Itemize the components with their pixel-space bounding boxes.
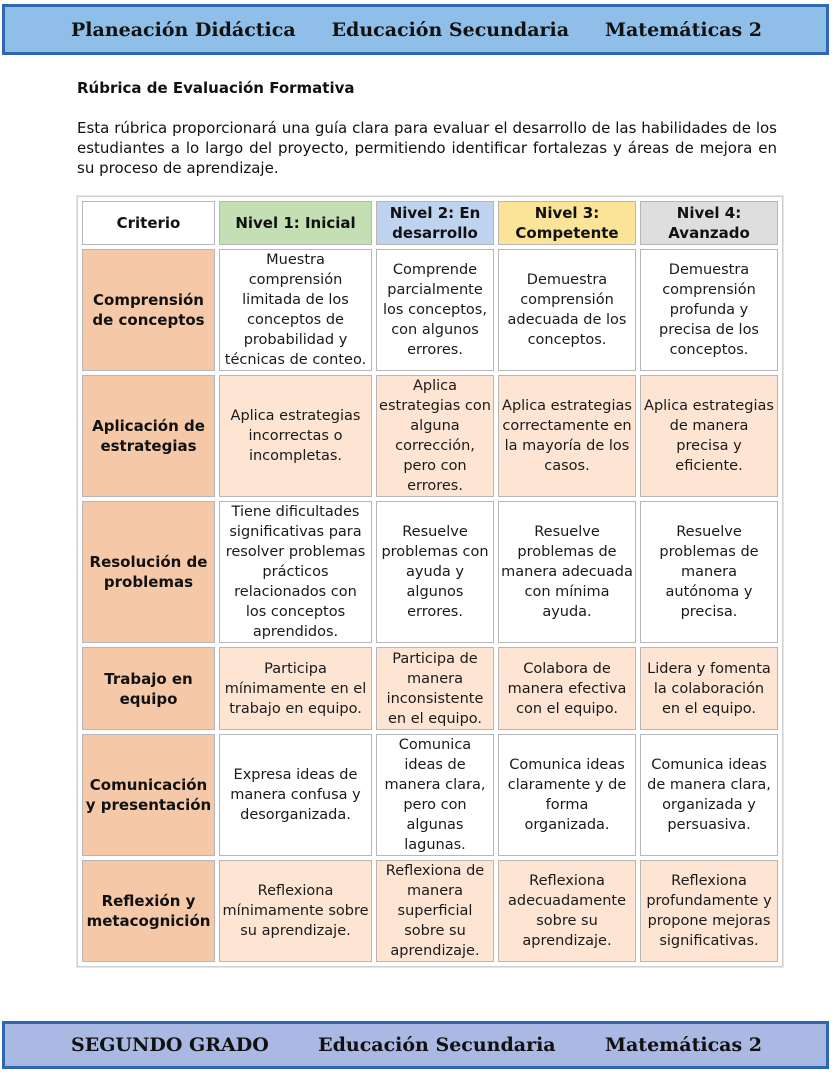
column-header-nivel-3: Nivel 3: Competente [498, 201, 636, 245]
table-cell: Comunica ideas claramente y de forma organizada. [498, 734, 636, 856]
table-cell: Participa de manera inconsistente en el equipo. [376, 647, 494, 730]
table-cell: Expresa ideas de manera confusa y desorganizada. [219, 734, 372, 856]
table-cell: Aplica estrategias correctamente en la mayoría de los casos. [498, 375, 636, 497]
criterion-cell: Aplicación de estrategias [82, 375, 215, 497]
table-cell: Participa mínimamente en el trabajo en equipo. [219, 647, 372, 730]
table-cell: Comprende parcialmente los conceptos, con algunos errores. [376, 249, 494, 371]
table-cell: Aplica estrategias con alguna corrección, pero con errores. [376, 375, 494, 497]
column-header-criterio: Criterio [82, 201, 215, 245]
column-header-nivel-1: Nivel 1: Inicial [219, 201, 372, 245]
page-footer [2, 1021, 829, 1069]
table-cell: Resuelve problemas de manera autónoma y precisa. [640, 501, 778, 643]
footer-center: Educación Secundaria [318, 1034, 556, 1056]
table-cell: Comunica ideas de manera clara, pero con algunas lagunas. [376, 734, 494, 856]
table-row [82, 734, 778, 856]
criterion-cell: Reflexión y metacognición [82, 860, 215, 962]
criterion-cell: Comprensión de conceptos [82, 249, 215, 371]
table-row [82, 375, 778, 497]
table-cell: Reflexiona profundamente y propone mejoras significativas. [640, 860, 778, 962]
table-cell: Aplica estrategias de manera precisa y eficiente. [640, 375, 778, 497]
footer-left: SEGUNDO GRADO [71, 1034, 269, 1056]
table-cell: Comunica ideas de manera clara, organizada y persuasiva. [640, 734, 778, 856]
table-cell: Demuestra comprensión profunda y precisa de los conceptos. [640, 249, 778, 371]
table-cell: Tiene dificultades significativas para resolver problemas prácticos relacionados con los conceptos aprendidos. [219, 501, 372, 643]
table-cell: Resuelve problemas de manera adecuada con mínima ayuda. [498, 501, 636, 643]
table-cell: Reflexiona adecuadamente sobre su aprendizaje. [498, 860, 636, 962]
column-header-nivel-4: Nivel 4: Avanzado [640, 201, 778, 245]
table-cell: Muestra comprensión limitada de los conceptos de probabilidad y técnicas de conteo. [219, 249, 372, 371]
criterion-cell: Trabajo en equipo [82, 647, 215, 730]
section-title: Rúbrica de Evaluación Formativa [77, 79, 355, 97]
criterion-cell: Comunicación y presentación [82, 734, 215, 856]
table-cell: Colabora de manera efectiva con el equipo. [498, 647, 636, 730]
table-cell: Reflexiona de manera superficial sobre su aprendizaje. [376, 860, 494, 962]
table-cell: Lidera y fomenta la colaboración en el equipo. [640, 647, 778, 730]
table-cell: Demuestra comprensión adecuada de los conceptos. [498, 249, 636, 371]
header-center: Educación Secundaria [331, 18, 570, 41]
table-row [82, 647, 778, 730]
table-row [82, 501, 778, 643]
rubric-table [77, 196, 783, 967]
table-cell: Resuelve problemas con ayuda y algunos errores. [376, 501, 494, 643]
footer-right: Matemáticas 2 [604, 1034, 762, 1056]
table-header-row [82, 201, 778, 245]
header-left: Planeación Didáctica [71, 18, 296, 41]
table-row [82, 860, 778, 962]
page-header [2, 4, 829, 55]
intro-paragraph: Esta rúbrica proporcionará una guía clara para evaluar el desarrollo de las habilidades de los estudiantes a lo largo del proyecto, permitiendo identificar fortalezas y áreas de mejora en su proceso de aprendizaje. [77, 119, 777, 177]
table-row [82, 249, 778, 371]
table-cell: Aplica estrategias incorrectas o incompletas. [219, 375, 372, 497]
header-right: Matemáticas 2 [604, 18, 762, 41]
column-header-nivel-2: Nivel 2: En desarrollo [376, 201, 494, 245]
criterion-cell: Resolución de problemas [82, 501, 215, 643]
table-cell: Reflexiona mínimamente sobre su aprendizaje. [219, 860, 372, 962]
